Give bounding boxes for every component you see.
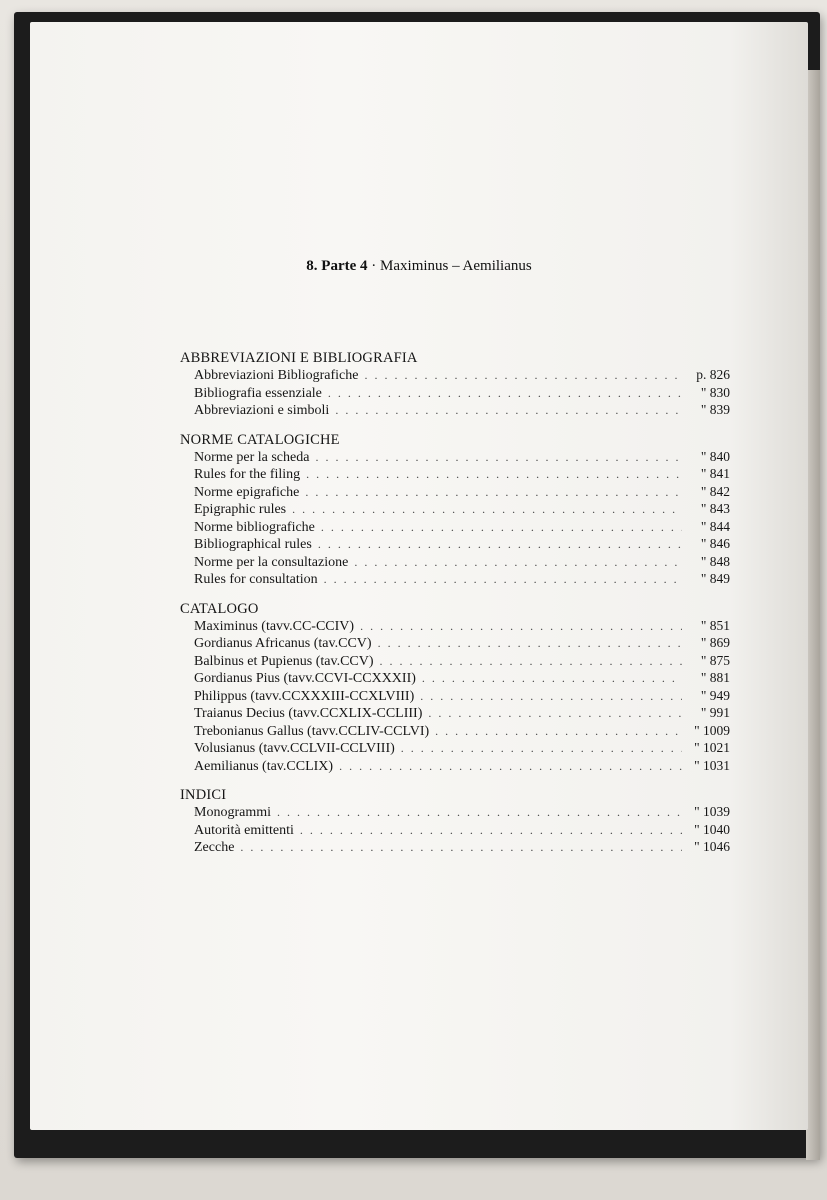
toc-entry: [180, 536, 730, 554]
entry-label: Autorità emittenti: [194, 822, 294, 838]
dot-leader: [292, 501, 682, 518]
toc-entry: [180, 367, 730, 385]
entry-label: Norme bibliografiche: [194, 519, 315, 535]
entry-label: Abbreviazioni Bibliografiche: [194, 368, 359, 383]
entry-label: Monogrammi: [194, 805, 271, 820]
toc-entry: [180, 740, 730, 758]
entry-page-number: " 1040: [694, 821, 730, 837]
entry-page-number: " 843: [700, 501, 730, 516]
dot-leader: [360, 618, 682, 635]
entry-label: Rules for consultation: [194, 572, 318, 587]
entry-page-number: " 1009: [694, 722, 730, 738]
toc-entry: [180, 723, 730, 741]
toc-section: [180, 787, 730, 857]
entry-page-number: " 846: [700, 536, 730, 551]
toc-entry: [180, 385, 730, 403]
toc-entry: [180, 519, 730, 537]
entry-page-number: " 875: [700, 652, 730, 668]
entry-label: Zecche: [194, 840, 235, 855]
entry-page-number: " 830: [700, 384, 730, 400]
entry-page-number: " 1046: [694, 839, 730, 854]
entry-page-number: " 869: [700, 635, 730, 650]
toc-entry: [180, 501, 730, 519]
dot-leader: [318, 536, 682, 553]
entry-page-number: " 1031: [694, 757, 730, 773]
heading-separator: ·: [371, 258, 377, 274]
entry-label: Bibliographical rules: [194, 537, 312, 552]
entry-page-number: p. 826: [696, 367, 730, 382]
section-title: INDICI: [180, 787, 227, 803]
entry-page-number: " 839: [700, 402, 730, 417]
section-title: CATALOGO: [180, 600, 259, 617]
entry-page-number: " 1039: [694, 804, 730, 819]
toc-entry: [180, 571, 730, 589]
entry-page-number: " 848: [700, 553, 730, 569]
dot-leader: [435, 723, 682, 740]
entry-label: Bibliografia essenziale: [194, 385, 322, 401]
entry-label: Aemilianus (tav.CCLIX): [194, 758, 334, 774]
volume-heading: [30, 258, 808, 275]
dot-leader: [324, 571, 682, 588]
dot-leader: [335, 402, 682, 419]
entry-page-number: " 840: [700, 448, 730, 464]
dot-leader: [300, 822, 682, 839]
entry-label: Norme epigrafiche: [194, 484, 300, 500]
toc-entry: [180, 402, 730, 420]
toc-entry: [180, 484, 730, 502]
entry-page-number: " 949: [700, 687, 730, 703]
toc-entry: [180, 635, 730, 653]
toc-entry: [180, 554, 730, 572]
entry-page-number: " 1021: [694, 740, 730, 755]
entry-label: Norme per la consultazione: [194, 554, 349, 570]
dot-leader: [354, 554, 682, 571]
entry-label: Traianus Decius (tavv.CCXLIX-CCLIII): [194, 706, 423, 721]
entry-label: Philippus (tavv.CCXXXIII-CCXLVIII): [194, 688, 415, 704]
toc-entry: [180, 705, 730, 723]
dot-leader: [339, 758, 682, 775]
entry-page-number: " 991: [700, 705, 730, 720]
entry-label: Maximinus (tavv.CC-CCIV): [194, 618, 355, 634]
entry-label: Norme per la scheda: [194, 449, 310, 465]
dot-leader: [422, 670, 682, 687]
entry-label: Volusianus (tavv.CCLVII-CCLVIII): [194, 741, 395, 756]
toc-entry: [180, 653, 730, 671]
heading-subject: Maximinus – Aemilianus: [380, 258, 532, 274]
toc-entry: [180, 688, 730, 706]
entry-label: Gordianus Africanus (tav.CCV): [194, 636, 372, 651]
dot-leader: [401, 740, 682, 757]
toc-entry: [180, 466, 730, 484]
toc-section: [180, 350, 730, 420]
entry-page-number: " 849: [700, 571, 730, 586]
entry-label: Gordianus Pius (tavv.CCVI-CCXXXII): [194, 671, 416, 686]
toc-section: [180, 601, 730, 776]
dot-leader: [380, 653, 682, 670]
dot-leader: [277, 804, 682, 821]
entry-label: Epigraphic rules: [194, 502, 287, 517]
entry-page-number: " 842: [700, 483, 730, 499]
dot-leader: [315, 449, 682, 466]
entry-label: Abbreviazioni e simboli: [194, 403, 330, 418]
dot-leader: [364, 367, 682, 384]
toc-section: [180, 432, 730, 589]
entry-page-number: " 844: [700, 518, 730, 534]
toc-entry: [180, 449, 730, 467]
page-edges: [806, 70, 820, 1160]
entry-page-number: " 851: [700, 617, 730, 633]
dot-leader: [305, 484, 682, 501]
toc-entry: [180, 670, 730, 688]
toc-entry: [180, 758, 730, 776]
toc-entry: [180, 618, 730, 636]
dot-leader: [240, 839, 682, 856]
dot-leader: [378, 635, 682, 652]
table-of-contents: [180, 350, 730, 869]
entry-label: Rules for the filing: [194, 467, 301, 482]
dot-leader: [420, 688, 682, 705]
toc-entry: [180, 822, 730, 840]
entry-page-number: " 881: [700, 670, 730, 685]
toc-entry: [180, 839, 730, 857]
book-page: [30, 22, 808, 1130]
dot-leader: [428, 705, 682, 722]
heading-part: 8. Parte 4: [306, 258, 368, 274]
toc-entry: [180, 804, 730, 822]
dot-leader: [306, 466, 682, 483]
section-title: ABBREVIAZIONI E BIBLIOGRAFIA: [180, 350, 418, 366]
dot-leader: [328, 385, 682, 402]
entry-label: Trebonianus Gallus (tavv.CCLIV-CCLVI): [194, 723, 430, 739]
dot-leader: [321, 519, 682, 536]
section-title: NORME CATALOGICHE: [180, 431, 340, 448]
entry-page-number: " 841: [700, 466, 730, 481]
entry-label: Balbinus et Pupienus (tav.CCV): [194, 653, 374, 669]
